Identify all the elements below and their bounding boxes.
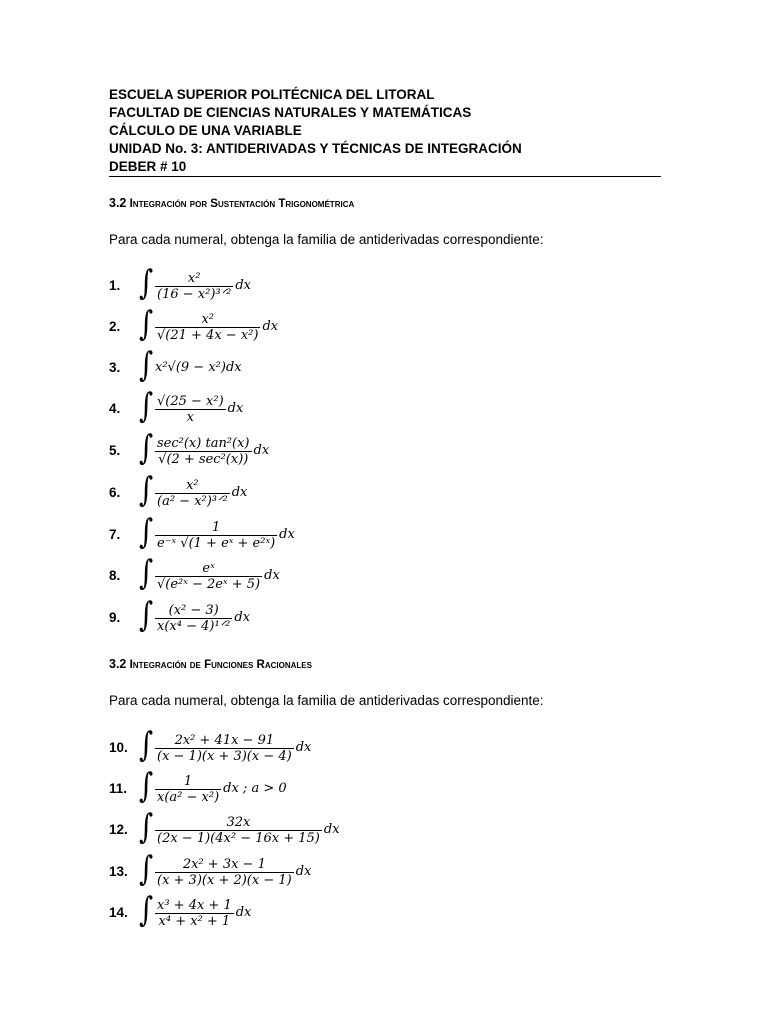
integral-sign: ∫ [139, 553, 154, 593]
fraction-denominator: (x + 3)(x + 2)(x − 1) [157, 873, 292, 888]
section-title-rational [109, 657, 312, 671]
differential: dx [295, 864, 312, 879]
fraction-numerator: √(25 − x²) [157, 394, 224, 409]
fraction-numerator: x³ + 4x + 1 [157, 898, 232, 913]
section-title-text: Integración de Funciones Racionales [129, 659, 312, 671]
problem-number: 1. [109, 278, 121, 293]
problem-number: 14. [109, 905, 128, 920]
integral-sign: ∫ [139, 849, 154, 889]
integrand-fraction [155, 436, 252, 467]
problem-item [109, 595, 609, 639]
fraction-denominator: e⁻ˣ √(1 + eˣ + e²ˣ) [157, 536, 276, 551]
fraction-denominator: (2x − 1)(4x² − 16x + 15) [157, 831, 320, 846]
fraction-denominator: (16 − x²)³ᐟ² [157, 287, 232, 302]
fraction-denominator: √(e²ˣ − 2eˣ + 5) [157, 577, 261, 592]
integrand-fraction [155, 603, 232, 634]
integral-sign: ∫ [139, 428, 154, 468]
integrand-fraction [155, 857, 294, 888]
header-divider [109, 176, 661, 177]
document-header [109, 86, 661, 176]
problem-number: 13. [109, 864, 128, 879]
integrand-fraction [155, 478, 230, 509]
integral-sign: ∫ [139, 263, 154, 303]
problem-number: 8. [109, 568, 121, 583]
integrand-fraction [155, 312, 260, 343]
header-faculty: FACULTAD DE CIENCIAS NATURALES Y MATEMÁTICAS [109, 105, 472, 120]
integrand-fraction [155, 733, 294, 764]
integrand-fraction [155, 520, 277, 551]
problem-item [109, 345, 609, 389]
problem-number: 5. [109, 443, 121, 458]
fraction-denominator: √(2 + sec²(x)) [158, 452, 249, 467]
problem-number: 11. [109, 781, 128, 796]
fraction-numerator: x² [187, 271, 201, 286]
integral-sign: ∫ [139, 807, 154, 847]
fraction-numerator: (x² − 3) [168, 603, 219, 618]
header-institution: ESCUELA SUPERIOR POLITÉCNICA DEL LITORAL [109, 87, 435, 102]
header-course: CÁLCULO DE UNA VARIABLE [109, 123, 302, 138]
problem-number: 6. [109, 485, 121, 500]
problem-item [109, 428, 609, 472]
integral-sign: ∫ [139, 386, 154, 426]
problem-item [109, 725, 609, 769]
fraction-numerator: 32x [226, 815, 251, 830]
fraction-denominator: x [186, 410, 194, 425]
differential: dx [234, 610, 251, 625]
fraction-numerator: 1 [211, 520, 221, 535]
fraction-numerator: sec²(x) tan²(x) [157, 436, 250, 451]
fraction-numerator: x² [186, 478, 199, 493]
problem-number: 3. [109, 360, 121, 375]
section-title-trig [109, 196, 354, 210]
differential: dx [235, 278, 251, 293]
integrand-fraction [155, 394, 226, 425]
problem-item [109, 386, 609, 430]
integral-sign: ∫ [139, 345, 154, 385]
problem-item [109, 766, 609, 810]
integrand-fraction [155, 898, 234, 929]
problem-number: 2. [109, 319, 121, 334]
fraction-numerator: 2x² + 3x − 1 [182, 857, 266, 872]
problem-item [109, 890, 609, 934]
problem-item [109, 263, 609, 307]
problem-item [109, 304, 609, 348]
integral-sign: ∫ [139, 512, 154, 552]
integral-sign: ∫ [139, 890, 154, 930]
integral-sign: ∫ [139, 304, 154, 344]
fraction-denominator: (a² − x²)³ᐟ² [157, 494, 228, 509]
differential: dx [262, 319, 279, 334]
differential: dx [235, 905, 252, 920]
differential: dx [279, 527, 295, 542]
section-title-text: Integración por Sustentación Trigonométrica [129, 198, 355, 210]
header-unit: UNIDAD No. 3: ANTIDERIVADAS Y TÉCNICAS DE INTEGRACIÓN [109, 141, 522, 156]
fraction-numerator: 2x² + 41x − 91 [174, 733, 275, 748]
integral-sign: ∫ [139, 470, 154, 510]
differential: dx ; a > 0 [223, 781, 287, 796]
header-assignment: DEBER # 10 [109, 159, 187, 174]
problem-item [109, 553, 609, 597]
integrand-fraction [155, 774, 221, 805]
differential: dx [295, 740, 312, 755]
problem-item [109, 807, 609, 851]
problem-item [109, 849, 609, 893]
integrand-fraction [155, 561, 262, 592]
fraction-numerator: eˣ [202, 561, 215, 576]
integral-sign: ∫ [139, 766, 154, 806]
problem-item [109, 512, 609, 556]
problem-number: 9. [109, 610, 121, 625]
fraction-denominator: x(x⁴ − 4)¹ᐟ² [157, 619, 231, 634]
fraction-numerator: x² [201, 312, 214, 327]
fraction-denominator: x⁴ + x² + 1 [158, 914, 231, 929]
integral-sign: ∫ [139, 595, 154, 635]
problem-item [109, 470, 609, 514]
section-number: 3.2 [109, 196, 127, 210]
fraction-denominator: x(a² − x²) [157, 790, 220, 805]
differential: dx [323, 822, 340, 837]
fraction-denominator: (x − 1)(x + 3)(x − 4) [157, 749, 292, 764]
differential: dx [231, 485, 248, 500]
problem-number: 7. [109, 527, 121, 542]
integrand-fraction [155, 271, 233, 302]
differential: dx [264, 568, 280, 583]
problem-number: 10. [109, 740, 128, 755]
integrand-expression: x²√(9 − x²)dx [155, 360, 242, 375]
problem-number: 12. [109, 822, 128, 837]
fraction-denominator: √(21 + 4x − x²) [157, 328, 259, 343]
instruction-rational: Para cada numeral, obtenga la familia de antiderivadas correspondiente: [109, 693, 544, 708]
section-number: 3.2 [109, 657, 127, 671]
integral-sign: ∫ [139, 725, 154, 765]
fraction-numerator: 1 [183, 774, 193, 789]
instruction-trig: Para cada numeral, obtenga la familia de antiderivadas correspondiente: [109, 232, 544, 247]
differential: dx [253, 443, 270, 458]
integrand-fraction [155, 815, 322, 846]
differential: dx [227, 401, 244, 416]
problem-number: 4. [109, 401, 121, 416]
